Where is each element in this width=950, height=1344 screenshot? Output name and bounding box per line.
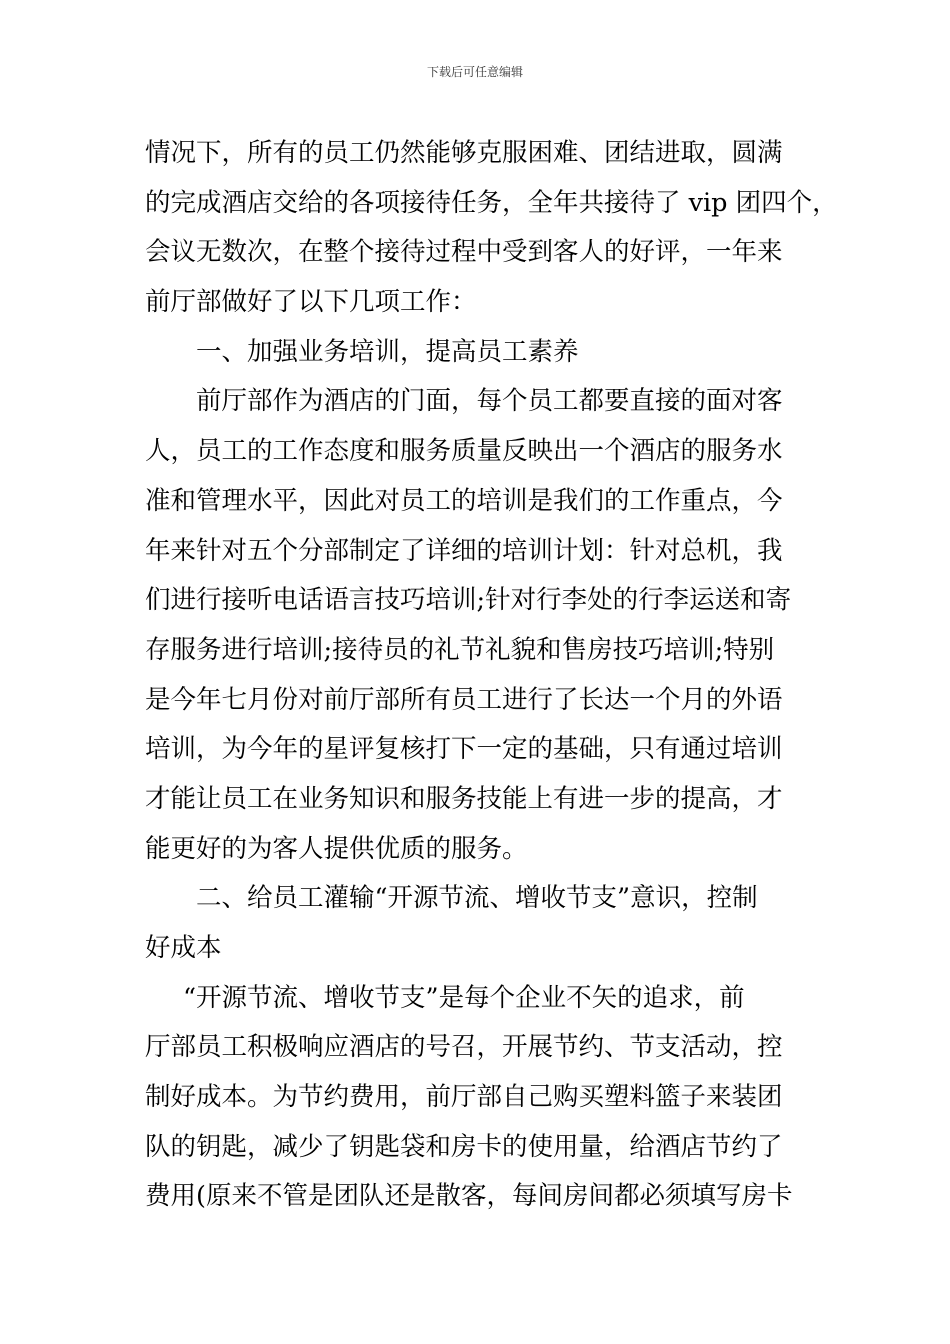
paragraph-line: 能更好的为客人提供优质的服务。 [145, 833, 528, 864]
paragraph-line: 前厅部做好了以下几项工作： [145, 287, 477, 318]
paragraph-line: 存服务进行培训;接待员的礼节礼貌和售房技巧培训;特别 [145, 634, 775, 665]
paragraph-line: 制好成本。为节约费用，前厅部自己购买塑料篮子来装团 [145, 1082, 783, 1113]
section-heading: 二、给员工灌输“开源节流、增收节支”意识，控制 [196, 883, 758, 914]
paragraph-line: 年来针对五个分部制定了详细的培训计划：针对总机，我 [145, 535, 783, 566]
document-body [145, 129, 838, 1222]
paragraph-line: 们进行接听电话语言技巧培训;针对行李处的行李运送和寄 [145, 585, 792, 616]
section-heading: 一、加强业务培训，提高员工素养 [196, 336, 579, 367]
paragraph-line: 队的钥匙，减少了钥匙袋和房卡的使用量，给酒店节约了 [145, 1131, 783, 1162]
paragraph-line: 情况下，所有的员工仍然能够克服困难、团结进取，圆满 [145, 138, 783, 168]
section-heading-continued: 好成本 [145, 933, 222, 963]
paragraph-line: 培训，为今年的星评复核打下一定的基础，只有通过培训 [145, 734, 783, 765]
paragraph-line: 会议无数次，在整个接待过程中受到客人的好评，一年来 [145, 237, 783, 268]
paragraph-line: 是今年七月份对前厅部所有员工进行了长达一个月的外语 [145, 684, 783, 715]
page-header: 下载后可任意编辑 [426, 65, 523, 79]
paragraph-line: “开源节流、增收节支”是每个企业不矢的追求，前 [183, 982, 745, 1013]
paragraph-line: 前厅部作为酒店的门面，每个员工都要直接的面对客 [196, 386, 783, 417]
paragraph-line: 准和管理水平，因此对员工的培训是我们的工作重点，今 [145, 485, 783, 516]
paragraph-line: 人，员工的工作态度和服务质量反映出一个酒店的服务水 [145, 436, 783, 467]
paragraph-line: 厅部员工积极响应酒店的号召，开展节约、节支活动，控 [145, 1032, 783, 1063]
paragraph-line: 才能让员工在业务知识和服务技能上有进一步的提高，才 [145, 783, 783, 814]
paragraph-line: 费用(原来不管是团队还是散客，每间房间都必须填写房卡 [145, 1181, 793, 1212]
paragraph-line: 的完成酒店交给的各项接待任务，全年共接待了 vip 团四个， [145, 187, 838, 218]
